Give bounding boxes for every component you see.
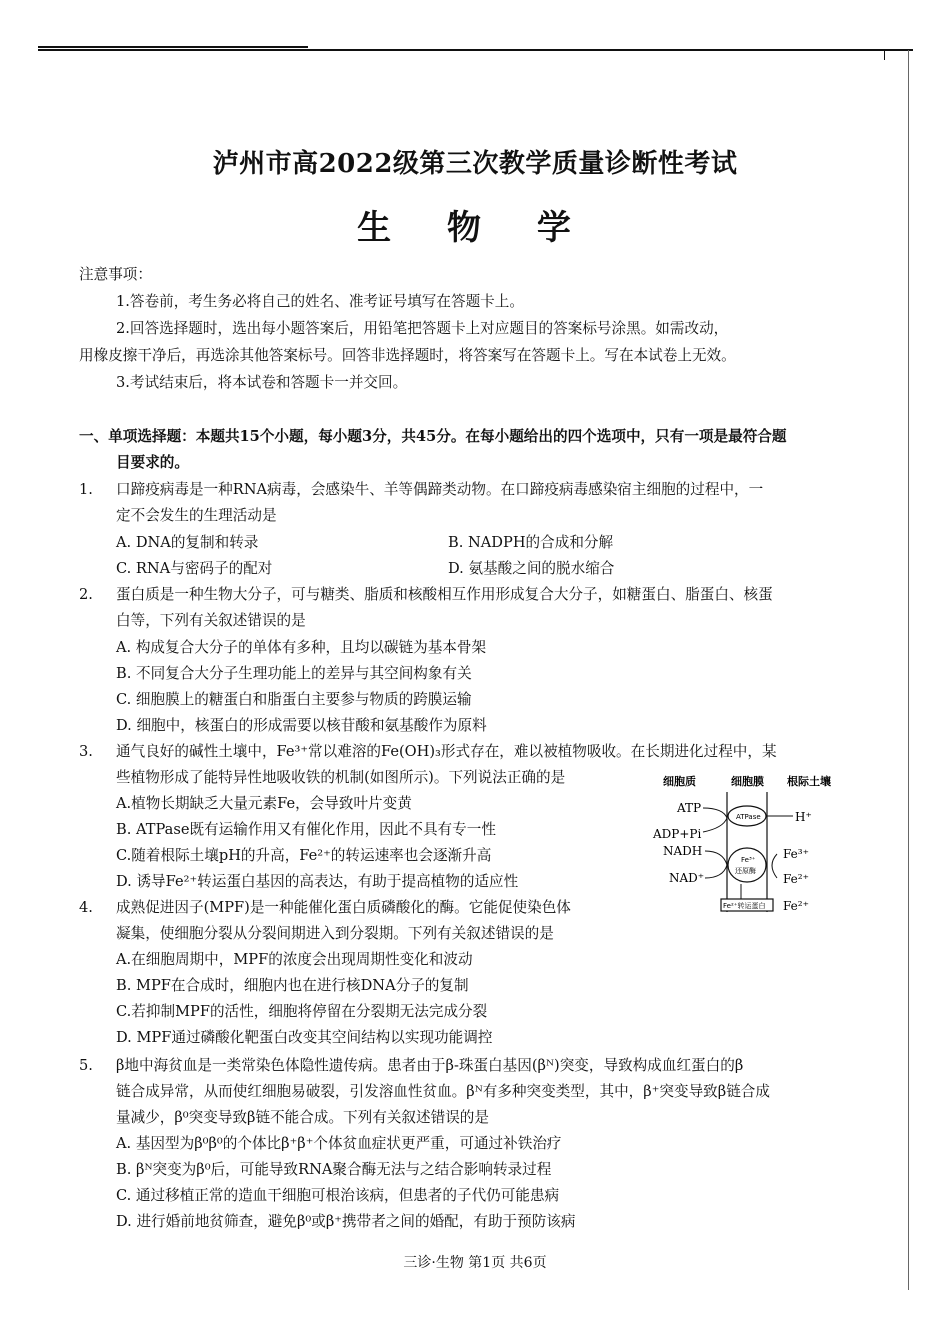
diagram-header-membrane: 细胞膜: [731, 775, 764, 788]
question-stem: 些植物形成了能特异性地吸收铁的机制(如图所示)。下列说法正确的是: [116, 769, 566, 786]
option-b: B. ATPase既有运输作用又有催化作用，因此不具有专一性: [116, 821, 496, 838]
fe-uptake-diagram: [633, 770, 848, 925]
page-footer: 三诊·生物 第1页 共6页: [403, 1255, 547, 1271]
option-b: B. 不同复合大分子生理功能上的差异与其空间构象有关: [116, 665, 472, 682]
notice-heading: 注意事项：: [79, 266, 152, 283]
atpase-label: ATPase: [736, 813, 761, 821]
fe2-in-label: Fe²⁺: [783, 899, 809, 913]
question-stem: 通气良好的碱性土壤中，Fe³⁺常以难溶的Fe(OH)₃形式存在，难以被植物吸收。在长期进化过程中，某: [116, 743, 777, 760]
transporter-label: Fe²⁺转运蛋白: [723, 902, 766, 910]
option-d: D. 诱导Fe²⁺转运蛋白基因的高表达，有助于提高植物的适应性: [116, 873, 519, 890]
question-number: 2.: [79, 586, 93, 603]
fe3-label: Fe³⁺: [783, 847, 809, 861]
option-c: C.随着根际土壤pH的升高，Fe²⁺的转运速率也会逐渐升高: [116, 847, 492, 864]
fe2-out-label: Fe²⁺: [783, 872, 809, 886]
question-stem: 链合成异常，从而使红细胞易破裂，引发溶血性贫血。βᴺ有多种突变类型，其中，β⁺突变导致β链合成: [116, 1083, 770, 1100]
reductase-shape: [728, 848, 766, 882]
option-c: C.若抑制MPF的活性，细胞将停留在分裂期无法完成分裂: [116, 1003, 488, 1020]
notice-item: 3.考试结束后，将本试卷和答题卡一并交回。: [116, 374, 408, 391]
option-d: D. MPF通过磷酸化靶蛋白改变其空间结构以实现功能调控: [116, 1029, 493, 1046]
question-stem: 蛋白质是一种生物大分子，可与糖类、脂质和核酸相互作用形成复合大分子，如糖蛋白、脂蛋白、核蛋: [116, 586, 773, 603]
question-stem: 白等，下列有关叙述错误的是: [116, 612, 306, 629]
option-d: D. 氨基酸之间的脱水缩合: [448, 560, 615, 577]
option-d: D. 细胞中，核蛋白的形成需要以核苷酸和氨基酸作为原料: [116, 717, 487, 734]
header-rule-thick: [38, 46, 308, 48]
option-a: A. DNA的复制和转录: [116, 534, 259, 551]
fe-arrow: [772, 854, 777, 878]
reductase-label-2: 还原酶: [735, 867, 756, 875]
section-heading-cont: 目要求的。: [116, 454, 189, 471]
option-d: D. 进行婚前地贫筛查，避免β⁰或β⁺携带者之间的婚配，有助于预防该病: [116, 1213, 576, 1230]
option-a: A. 基因型为β⁰β⁰的个体比β⁺β⁺个体贫血症状更严重，可通过补铁治疗: [116, 1135, 562, 1152]
option-b: B. MPF在合成时，细胞内也在进行核DNA分子的复制: [116, 977, 469, 994]
diagram-header-cytoplasm: 细胞质: [663, 775, 696, 788]
notice-item: 用橡皮擦干净后，再选涂其他答案标号。回答非选择题时，将答案写在答题卡上。写在本试卷上无效。: [79, 347, 736, 364]
question-stem: 量减少，β⁰突变导致β链不能合成。下列有关叙述错误的是: [116, 1109, 489, 1126]
nad-label: NAD⁺: [669, 871, 705, 885]
header-rule: [38, 49, 913, 51]
question-number: 5.: [79, 1057, 93, 1074]
question-stem: β地中海贫血是一类常染色体隐性遗传病。患者由于β-珠蛋白基因(βᴺ)突变，导致构成血红蛋白的β: [116, 1057, 744, 1074]
header-tick: [884, 50, 885, 60]
option-b: B. βᴺ突变为β⁰后，可能导致RNA聚合酶无法与之结合影响转录过程: [116, 1161, 552, 1178]
adp-label: ADP+Pi: [653, 827, 702, 841]
notice-item: 1.答卷前，考生务必将自己的姓名、准考证号填写在答题卡上。: [116, 293, 524, 310]
option-c: C. 通过移植正常的造血干细胞可根治该病，但患者的子代仍可能患病: [116, 1187, 560, 1204]
section-heading: 一、单项选择题：本题共15个小题，每小题3分，共45分。在每小题给出的四个选项中，只有一项是最符合题: [79, 428, 787, 445]
atp-arrow: [703, 808, 727, 832]
question-stem: 口蹄疫病毒是一种RNA病毒，会感染牛、羊等偶蹄类动物。在口蹄疫病毒感染宿主细胞的过程中，一: [116, 481, 764, 498]
nadh-label: NADH: [663, 844, 703, 858]
question-stem: 定不会发生的生理活动是: [116, 507, 277, 524]
nadh-arrow: [705, 851, 727, 878]
atp-label: ATP: [677, 801, 702, 815]
question-stem: 成熟促进因子(MPF)是一种能催化蛋白质磷酸化的酶。它能促使染色体: [116, 899, 571, 916]
question-number: 3.: [79, 743, 93, 760]
option-c: C. RNA与密码子的配对: [116, 560, 273, 577]
option-c: C. 细胞膜上的糖蛋白和脂蛋白主要参与物质的跨膜运输: [116, 691, 472, 708]
option-a: A.植物长期缺乏大量元素Fe，会导致叶片变黄: [116, 795, 412, 812]
option-a: A.在细胞周期中，MPF的浓度会出现周期性变化和波动: [116, 951, 473, 968]
diagram-header-soil: 根际土壤: [787, 775, 831, 788]
reductase-label-1: Fe³⁺: [741, 856, 756, 864]
option-b: B. NADPH的合成和分解: [448, 534, 614, 551]
option-a: A. 构成复合大分子的单体有多种，且均以碳链为基本骨架: [116, 639, 487, 656]
notice-item: 2.回答选择题时，选出每小题答案后，用铅笔把答题卡上对应题目的答案标号涂黑。如需改动，: [116, 320, 729, 337]
exam-title: 泸州市高2022级第三次教学质量诊断性考试: [212, 149, 738, 179]
h-ion-label: H⁺: [795, 810, 812, 824]
question-number: 4.: [79, 899, 93, 916]
subject-title: 生 物 学: [357, 208, 593, 248]
question-number: 1.: [79, 481, 93, 498]
question-stem: 凝集，使细胞分裂从分裂间期进入到分裂期。下列有关叙述错误的是: [116, 925, 554, 942]
